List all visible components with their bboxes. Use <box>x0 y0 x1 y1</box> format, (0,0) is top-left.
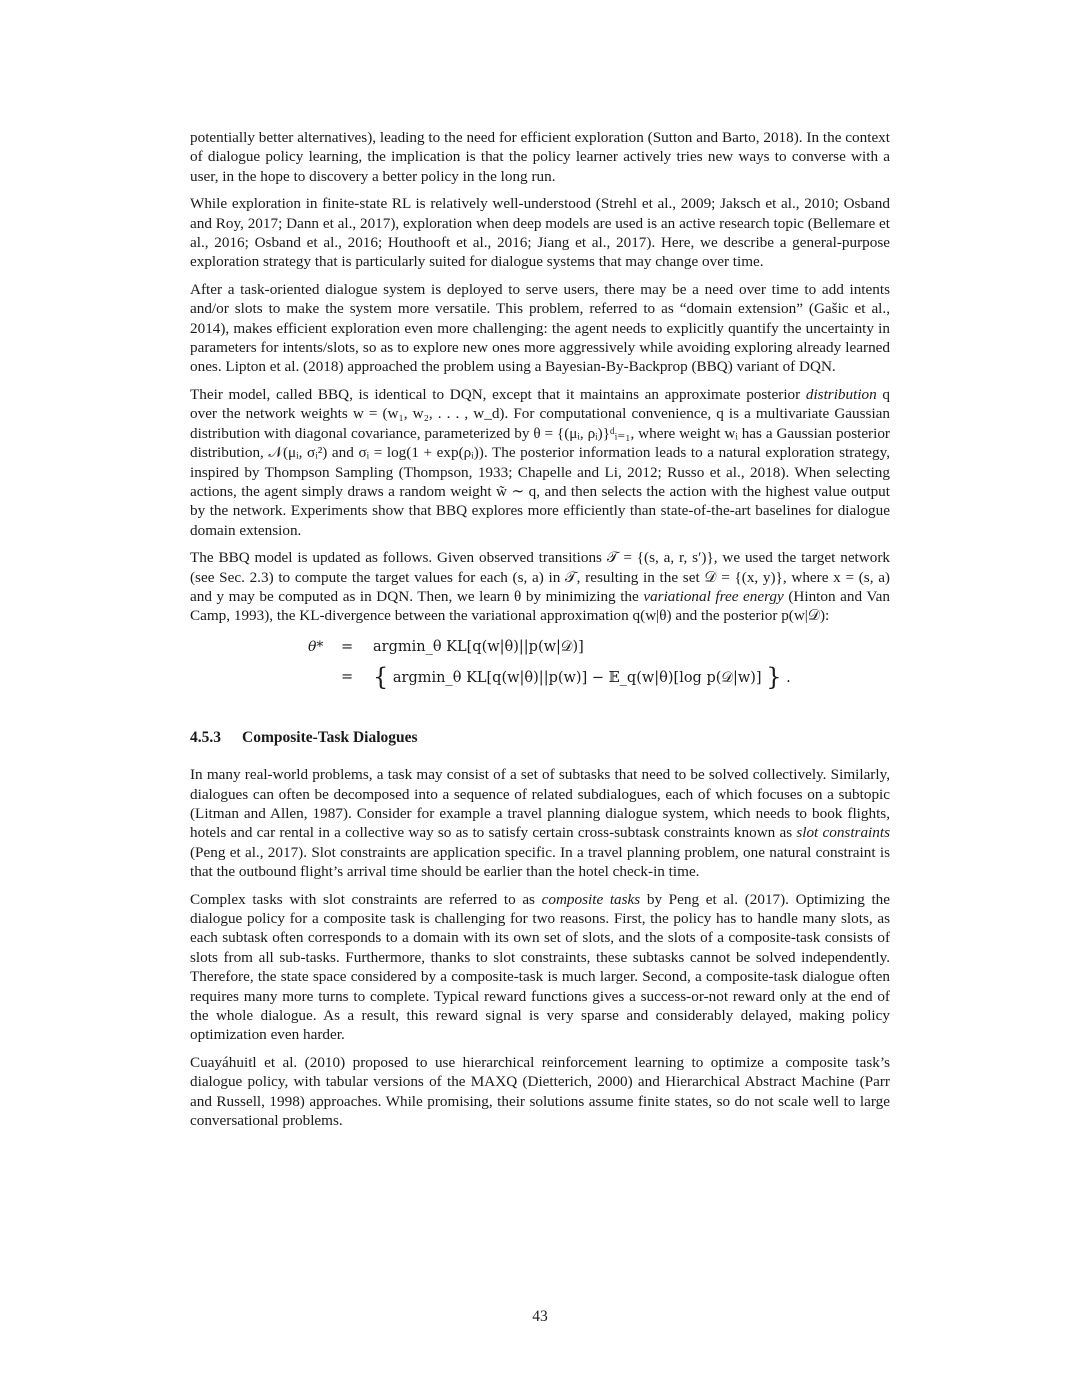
bbq-emphasis: distribution <box>805 385 877 403</box>
section-heading <box>190 728 890 747</box>
paragraph-domain-extension: After a task-oriented dialogue system is deployed to serve users, there may be a need over time to add intents and/or slots to make the system more versatile. This problem, referred to as “domain extension” (Gašic et al., 2014), makes efficient exploration even more challenging: the agent needs to explicitly quantify the uncertainty in parameters for intents/slots, so as to explore new ones more aggressively while avoiding exploring already learned ones. Lipton et al. (2018) approached the problem using a Bayesian-By-Backprop (BBQ) variant of DQN. <box>190 280 890 376</box>
equation-rel-2: = <box>341 668 354 685</box>
section-title: Composite-Task Dialogues <box>242 728 418 746</box>
paragraph-exploration-intro: potentially better alternatives), leading to the need for efficient exploration (Sutton and Barto, 2018). In the context of dialogue policy learning, the implication is that the policy learner actively tries new ways to converse with a user, in the hope to discovery a better policy in the long run. <box>190 129 890 185</box>
equation-lhs: θ* <box>308 638 324 655</box>
composite-text-a: In many real-world problems, a task may consist of a set of subtasks that need to be solved collectively. Similarly, dialogues can often be decomposed into a sequence of related subdialogues, each of which focuses on a subtopic (Litman and Allen, 1987). Consider for example a travel planning dialogue system, which needs to book flights, hotels and car rental in a collective way so as to satisfy certain cross-subtask constraints known as <box>190 766 890 842</box>
tasks-text-a: Complex tasks with slot constraints are referred to as <box>190 890 542 908</box>
composite-text-b: (Peng et al., 2017). Slot constraints are application specific. In a travel planning problem, one natural constraint is that the outbound flight’s arrival time should be earlier than the hotel check-in time. <box>190 843 890 881</box>
section-number: 4.5.3 <box>190 728 221 746</box>
paragraph-composite-tasks <box>190 890 890 1045</box>
paragraph-composite-intro <box>190 765 890 881</box>
update-text-b: (Hinton and Van Camp, 1993), the KL-divergence between the variational approximation q(w|θ) and the posterior p(w|𝒟): <box>190 587 890 625</box>
equation-variational-free-energy <box>190 638 890 710</box>
tasks-text-b: by Peng et al. (2017). Optimizing the dialogue policy for a composite task is challenging for two reasons. First, the policy has to handle many slots, as each subtask often corresponds to a domain with its own set of slots, and the slots of a composite-task consists of slots from all sub-tasks. Furthermore, thanks to slot constraints, these subtasks cannot be solved independently. Therefore, the state space considered by a composite-task is much larger. Second, a composite-task dialogue often requires many more turns to complete. Typical reward functions gives a success-or-not reward only at the end of the whole dialogue. As a result, this reward signal is very sparse and considerably delayed, making policy optimization even harder. <box>190 890 890 1044</box>
bbq-text-b: q over the network weights w = (w₁, w₂, . . . , w_d). For computational convenience, q is a multivariate Gaussian distribution with diagonal covariance, parameterized by θ = {(μᵢ, ρᵢ)}ᵈᵢ₌₁, where weight wᵢ has a Gaussian posterior distribution, 𝒩(μᵢ, σᵢ²) and σᵢ = log(1 + exp(ρᵢ)). The posterior information leads to a natural exploration strategy, inspired by Thompson Sampling (Thompson, 1933; Chapelle and Li, 2012; Russo et al., 2018). When selecting actions, the agent simply draws a random weight w̃ ∼ q, and then selects the action with the highest value output by the network. Experiments show that BBQ explores more efficiently than state-of-the-art baselines for dialogue domain extension. <box>190 385 891 539</box>
equation-rhs-1: argmin_θ KL[q(w|θ)||p(w|𝒟)] <box>373 638 584 655</box>
paragraph-exploration-rl: While exploration in finite-state RL is relatively well-understood (Strehl et al., 2009; Jaksch et al., 2010; Osband and Roy, 2017; Dann et al., 2017), exploration when deep models are used is an active research topic (Bellemare et al., 2016; Osband et al., 2016; Houthooft et al., 2016; Jiang et al., 2017). Here, we describe a general-purpose exploration strategy that is particularly suited for dialogue systems that may change over time. <box>190 195 890 271</box>
update-emphasis: variational free energy <box>643 587 784 605</box>
paper-page <box>190 128 890 1138</box>
equation-rhs-2-line <box>373 662 791 691</box>
bbq-text-a: Their model, called BBQ, is identical to DQN, except that it maintains an approximate posterior <box>190 385 806 403</box>
equation-brace-close: } <box>766 662 782 691</box>
equation-rel-1: = <box>341 638 354 655</box>
tasks-emphasis: composite tasks <box>541 890 641 908</box>
page-number: 43 <box>532 1308 548 1325</box>
update-text-a: The BBQ model is updated as follows. Given observed transitions 𝒯 = {(s, a, r, s′)}, we used the target network (see Sec. 2.3) to compute the target values for each (s, a) in 𝒯, resulting in the set 𝒟 = {(x, y)}, where x = (s, a) and y may be computed as in DQN. Then, we learn θ by minimizing the <box>190 549 890 605</box>
equation-end: . <box>786 669 791 686</box>
composite-emphasis: slot constraints <box>796 824 890 842</box>
equation-rhs-2: argmin_θ KL[q(w|θ)||p(w)] − 𝔼_q(w|θ)[log p(𝒟|w)] <box>392 669 762 686</box>
paragraph-bbq-model <box>190 385 890 540</box>
equation-brace-open: { <box>373 662 389 691</box>
paragraph-hierarchical-rl: Cuayáhuitl et al. (2010) proposed to use hierarchical reinforcement learning to optimize a composite task’s dialogue policy, with tabular versions of the MAXQ (Dietterich, 2000) and Hierarchical Abstract Machine (Parr and Russell, 1998) approaches. While promising, their solutions assume finite states, so do not scale well to large conversational problems. <box>190 1053 890 1130</box>
paragraph-bbq-update <box>190 548 890 626</box>
